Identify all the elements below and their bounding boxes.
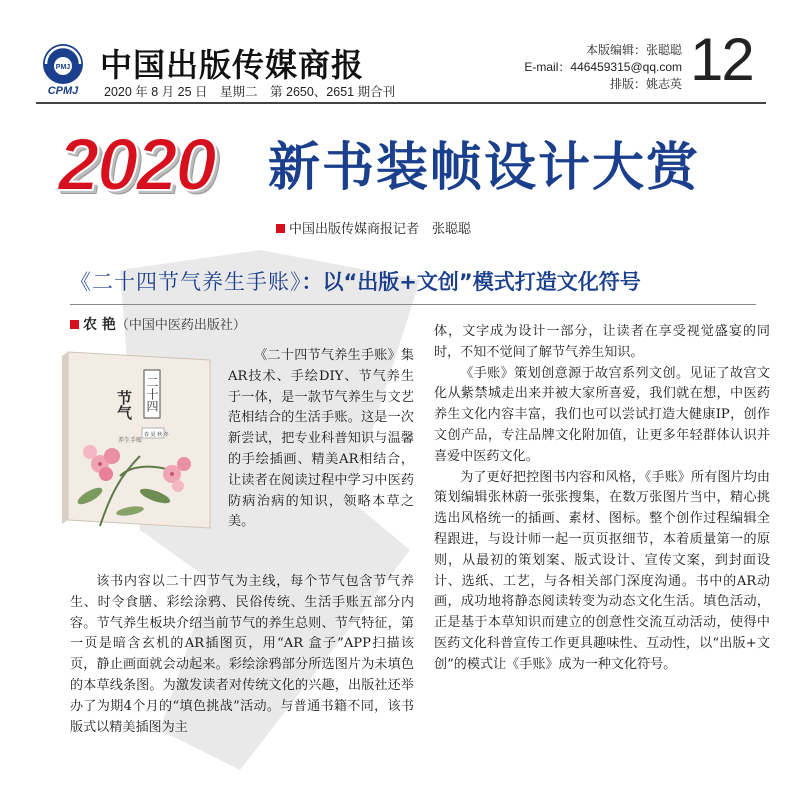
article-paragraph: 《手账》策划创意源于故宫系列文创。见证了故宫文化从紫禁城走出来并被大家所喜爱，我们就在想，中医药养生文化内容丰富，我们也可以尝试打造大健康IP，创作文创产品，专注品牌文化附加值，让更多年轻群体认识并喜爱中医药文化。 bbox=[434, 365, 770, 464]
logo-inner-text: PMJ bbox=[55, 64, 71, 71]
logo-caption: CPMJ bbox=[47, 85, 79, 96]
article-book-title: 《二十四节气养生手账》 bbox=[70, 270, 302, 294]
article-divider bbox=[70, 304, 756, 305]
cpmj-logo-icon bbox=[36, 42, 90, 96]
article-paragraph: 《二十四节气养生手账》集AR技术、手绘DIY、节气养生于一体，是一款节气养生与文艺范相结合的生活手账。这是一次新尝试，把专业科普知识与温馨的手绘插画、精美AR相结合，让读者在阅读过程中学习中医药防病治病的知识，领略本草之美。 bbox=[228, 348, 414, 530]
book-cover-image bbox=[60, 346, 220, 532]
staff-credits bbox=[524, 42, 682, 93]
editor-email: E-mail：446459315@qq.com bbox=[524, 60, 682, 74]
article-headline bbox=[70, 266, 641, 296]
cover-title-part1: 二十四 bbox=[145, 376, 159, 412]
byline-text: 中国出版传媒商报记者 张聪聪 bbox=[289, 222, 472, 237]
article-headline-rest: ：以“出版+文创”模式打造文化符号 bbox=[301, 270, 641, 294]
layout-credit: 排版：姚志英 bbox=[609, 77, 682, 91]
reporter-byline bbox=[276, 218, 471, 237]
author-name: 农 艳 bbox=[83, 317, 116, 333]
article-right-column bbox=[434, 322, 770, 676]
cover-title-part2: 节气 bbox=[115, 390, 133, 420]
author-organization: （中国中医药出版社） bbox=[115, 318, 246, 333]
byline-marker-icon bbox=[276, 224, 285, 233]
article-paragraph-continuation: 体，文字成为设计一部分，让读者在享受视觉盛宴的同时，不知不觉间了解节气养生知识。 bbox=[434, 324, 770, 360]
headline-title: 新书装帧设计大赏 bbox=[268, 138, 701, 198]
article-paragraph: 该书内容以二十四节气为主线，每个节气包含节气养生、时令食膳、彩绘涂鸦、民俗传统、生活手账五部分内容。节气养生板块介绍当前节气的养生总则、节气特征，第一页是暗含玄机的AR插图页，用“AR 盒子”APP扫描该页，静止画面就会动起来。彩绘涂鸦部分所选图片为未填色的本草线条图。为激发读者对传统文化的兴趣，出版社还举办了为期4个月的“填色挑战”活动。与普通书籍不同，该书版式以精美插图为主 bbox=[70, 574, 414, 735]
headline-year: 2020 bbox=[58, 123, 215, 206]
article-left-column bbox=[70, 572, 414, 738]
issue-date-line: 2020 年 8 月 25 日 星期二 第 2650、2651 期合刊 bbox=[104, 85, 396, 99]
newspaper-name: 中国出版传媒商报 bbox=[100, 46, 365, 84]
masthead-divider bbox=[36, 102, 766, 104]
editor-credit: 本版编辑：张聪聪 bbox=[585, 43, 682, 57]
cover-subtitle: 养生手账 bbox=[118, 437, 143, 444]
article-intro-column bbox=[228, 346, 414, 533]
author-marker-icon bbox=[70, 320, 79, 329]
cover-seasons: 春 夏 秋 冬 bbox=[144, 432, 169, 438]
article-paragraph: 为了更好把控图书内容和风格，《手账》所有图片均由策划编辑张林蔚一张张搜集，在数万张图片当中，精心挑选出风格统一的插画、素材、图标。整个创作过程编辑全程跟进，与设计师一起一页页抠细节，本着质量第一的原则，从最初的策划案、版式设计、宣传文案，到封面设计、选纸、工艺，与各相关部门深度沟通。书中的AR动画，成功地将静态阅读转变为动态文化生活。填色活动，正是基于本草知识而建立的创意性交流互动活动，使得中医药文化科普宣传工作更具趣味性、互动性，以“出版+文创”的模式让《手账》成为一种文化符号。 bbox=[434, 469, 770, 672]
page-number: 12 bbox=[690, 26, 753, 93]
article-author bbox=[70, 314, 246, 334]
